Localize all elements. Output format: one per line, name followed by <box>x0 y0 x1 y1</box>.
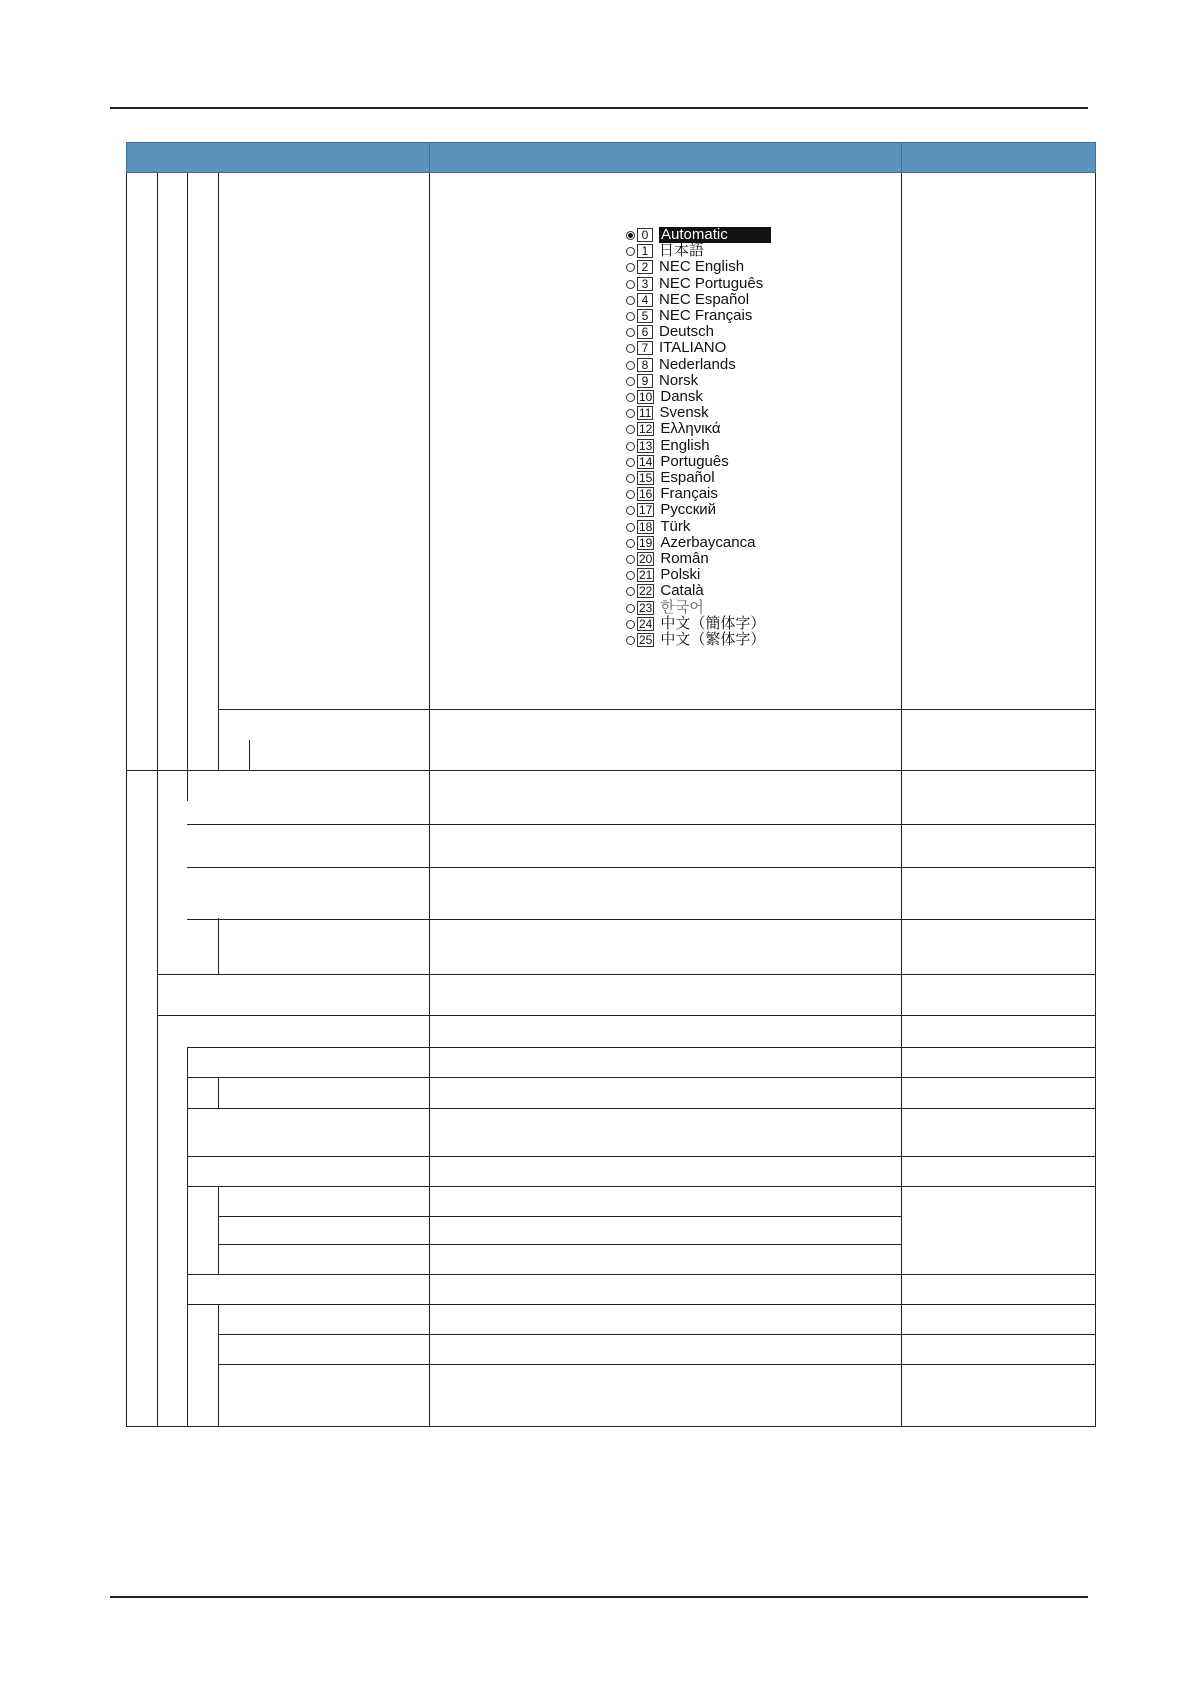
language-option[interactable] <box>626 324 714 340</box>
radio-button-icon[interactable] <box>626 409 635 418</box>
option-number: 9 <box>637 374 653 388</box>
language-option[interactable] <box>626 259 744 275</box>
option-label: Azerbaycanca <box>660 534 756 551</box>
row-line <box>187 867 1096 868</box>
option-number: 19 <box>639 536 653 550</box>
radio-button-icon[interactable] <box>626 247 635 256</box>
option-number: 22 <box>639 584 653 598</box>
option-number: 1 <box>637 244 653 258</box>
language-option[interactable] <box>626 276 763 292</box>
option-label: Automatic <box>659 227 771 243</box>
option-label: Türk <box>660 518 691 535</box>
radio-button-icon[interactable] <box>626 555 635 564</box>
row-line <box>218 1334 1096 1335</box>
indent-line-1 <box>157 173 158 1427</box>
indent-line-5 <box>218 918 219 974</box>
radio-button-icon[interactable] <box>626 587 635 596</box>
option-number: 12 <box>639 422 653 436</box>
language-option[interactable] <box>626 292 749 308</box>
row-line <box>187 1304 1096 1305</box>
option-label: Norsk <box>659 372 699 389</box>
column-divider-default <box>901 173 902 1427</box>
table-header-description <box>429 142 902 173</box>
row-line <box>187 1047 1096 1048</box>
language-option[interactable] <box>626 373 698 389</box>
indent-line-7 <box>218 1186 219 1274</box>
option-label: 中文（簡体字） <box>660 615 766 632</box>
option-label: Polski <box>660 566 701 583</box>
radio-button-icon[interactable] <box>626 604 635 613</box>
radio-button-icon[interactable] <box>626 377 635 386</box>
option-number: 25 <box>639 633 653 647</box>
option-number: 8 <box>637 358 653 372</box>
option-number: 0 <box>637 228 653 242</box>
table-header-item <box>126 142 430 173</box>
option-label: 한국어 <box>660 599 704 616</box>
option-number: 6 <box>637 325 653 339</box>
option-number: 23 <box>639 601 653 615</box>
radio-button-icon[interactable] <box>626 474 635 483</box>
option-label: Français <box>660 485 718 502</box>
row-line <box>187 824 1096 825</box>
option-label: Nederlands <box>659 356 736 373</box>
option-number: 13 <box>639 439 653 453</box>
language-option[interactable] <box>626 470 715 486</box>
language-option[interactable] <box>626 308 752 324</box>
radio-button-icon[interactable] <box>626 571 635 580</box>
option-number: 24 <box>639 617 653 631</box>
table-border-bottom <box>126 1426 1096 1427</box>
option-number: 20 <box>639 552 653 566</box>
option-label: NEC Español <box>659 291 750 308</box>
language-option[interactable] <box>626 583 704 599</box>
option-label: Dansk <box>660 388 703 405</box>
radio-button-icon[interactable] <box>626 506 635 515</box>
radio-button-icon[interactable] <box>626 328 635 337</box>
option-number: 16 <box>639 487 653 501</box>
option-number: 2 <box>637 260 653 274</box>
language-option[interactable] <box>626 551 709 567</box>
language-option[interactable] <box>626 389 703 405</box>
radio-button-icon[interactable] <box>626 620 635 629</box>
language-option[interactable] <box>626 357 736 373</box>
option-label: Español <box>660 469 715 486</box>
radio-button-icon[interactable] <box>626 458 635 467</box>
language-option[interactable] <box>626 535 755 551</box>
radio-button-icon[interactable] <box>626 442 635 451</box>
table-border-right <box>1095 173 1096 1427</box>
column-divider-description <box>429 173 430 1427</box>
radio-button-icon[interactable] <box>626 636 635 645</box>
indent-line-4 <box>249 740 250 771</box>
language-option[interactable] <box>626 454 729 470</box>
radio-button-icon[interactable] <box>626 344 635 353</box>
option-number: 4 <box>637 293 653 307</box>
option-number: 10 <box>639 390 653 404</box>
option-label: Ελληνικά <box>660 420 721 437</box>
radio-button-icon[interactable] <box>626 425 635 434</box>
option-label: Català <box>660 582 704 599</box>
row-line <box>187 1108 1096 1109</box>
settings-table <box>126 142 1096 1427</box>
language-option[interactable] <box>626 405 709 421</box>
indent-line-3 <box>218 173 219 770</box>
row-line <box>187 919 1096 920</box>
option-label: NEC Português <box>659 275 764 292</box>
option-number: 21 <box>639 568 653 582</box>
option-label: Русский <box>660 501 717 518</box>
table-header-default <box>901 142 1096 173</box>
row-line <box>218 1364 1096 1365</box>
option-label: 日本語 <box>659 242 705 259</box>
indent-line-8 <box>218 1304 219 1427</box>
language-option[interactable] <box>626 243 704 259</box>
option-label: NEC English <box>659 258 745 275</box>
radio-button-icon[interactable] <box>626 263 635 272</box>
option-label: Deutsch <box>659 323 715 340</box>
row-line <box>126 770 1096 771</box>
radio-button-icon[interactable] <box>626 280 635 289</box>
language-option[interactable] <box>626 502 716 518</box>
header-rule <box>110 107 1088 109</box>
option-number: 7 <box>637 341 653 355</box>
option-label: 中文（繁体字） <box>660 631 766 648</box>
row-line <box>157 974 1096 975</box>
row-line <box>218 1216 902 1217</box>
footer-rule <box>110 1596 1088 1598</box>
indent-line-2b <box>187 1047 188 1427</box>
radio-button-icon[interactable] <box>626 490 635 499</box>
radio-button-icon[interactable] <box>626 393 635 402</box>
language-option[interactable] <box>626 438 710 454</box>
row-line <box>218 1244 902 1245</box>
option-label: Svensk <box>659 404 709 421</box>
indent-line-6 <box>218 1077 219 1108</box>
option-label: Português <box>660 453 729 470</box>
row-line <box>157 1015 1096 1016</box>
radio-button-icon[interactable] <box>626 361 635 370</box>
row-line <box>187 1186 1096 1187</box>
radio-button-icon[interactable] <box>626 312 635 321</box>
row-line <box>187 1274 1096 1275</box>
option-label: English <box>660 437 710 454</box>
option-number: 11 <box>639 406 652 420</box>
language-option[interactable] <box>626 632 765 648</box>
option-number: 17 <box>639 503 653 517</box>
option-number: 3 <box>637 277 653 291</box>
language-option[interactable] <box>626 519 690 535</box>
option-label: NEC Français <box>659 307 753 324</box>
language-option[interactable] <box>626 486 718 502</box>
row-line <box>187 1156 1096 1157</box>
row-line <box>218 709 1096 710</box>
option-number: 14 <box>639 455 653 469</box>
language-option[interactable] <box>626 616 765 632</box>
option-label: ITALIANO <box>659 339 727 356</box>
radio-button-icon[interactable] <box>626 523 635 532</box>
option-number: 5 <box>637 309 653 323</box>
language-option[interactable] <box>626 567 700 583</box>
option-number: 15 <box>639 471 653 485</box>
radio-button-icon[interactable] <box>626 231 635 240</box>
option-label: Român <box>660 550 709 567</box>
language-option[interactable] <box>626 421 721 437</box>
table-border-left <box>126 173 127 1427</box>
language-option[interactable] <box>626 600 704 616</box>
row-line <box>187 1077 1096 1078</box>
option-number: 18 <box>639 520 653 534</box>
radio-button-icon[interactable] <box>626 296 635 305</box>
radio-button-icon[interactable] <box>626 539 635 548</box>
language-option[interactable] <box>626 227 771 243</box>
indent-line-2 <box>187 173 188 801</box>
language-option[interactable] <box>626 340 726 356</box>
